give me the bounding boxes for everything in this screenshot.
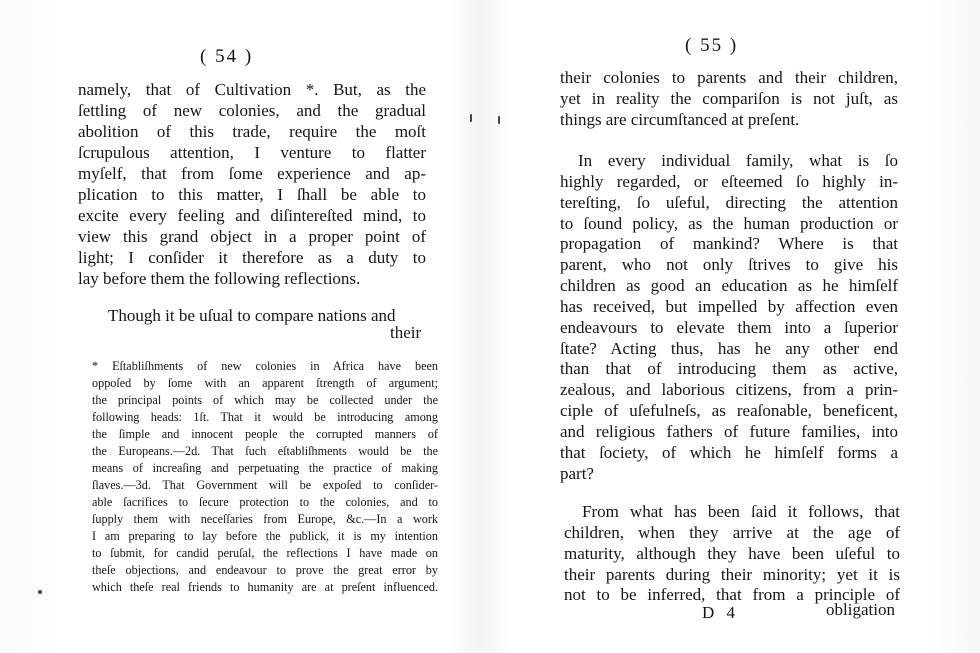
left-body-line: ſcrupulous attention, I venture to flatter	[78, 143, 426, 162]
right-body-line: parent, who not only ſtrives to give his	[560, 255, 898, 274]
signature-mark: D 4	[702, 603, 740, 622]
right-body-line: yet in reality the compariſon is not juſt, as	[560, 89, 898, 108]
right-body-line: maturity, although they have been uſeful to	[564, 544, 900, 563]
footnote-line: ſlaves.—3d. That Government will be expoſed to conſider-	[92, 478, 438, 492]
footnote-line: the Europeans.—2d. That ſuch eſtabliſhments would be the	[92, 444, 438, 458]
left-body-line: namely, that of Cultivation *. But, as the	[78, 80, 426, 99]
footnote-line: which theſe real friends to humanity are at preſent influenced.	[92, 580, 438, 594]
left-catchword: their	[390, 323, 422, 342]
left-body-line: view this grand object in a proper point of	[78, 227, 426, 246]
footnote-line: the principal points of which may be collected under the	[92, 393, 438, 407]
right-body-line: has received, but impelled by affection even	[560, 297, 898, 316]
footnote-line: following heads: 1ſt. That it would be introducing among	[92, 410, 438, 424]
footnote-line: ſupply them with neceſſaries from Europe, &c.—In a work	[92, 512, 438, 526]
ink-speck	[498, 116, 500, 124]
left-page-number: ( 54 )	[200, 46, 254, 67]
footnote-line: * Eſtabliſhments of new colonies in Africa have been	[92, 359, 438, 373]
footnote-line: the ſimple and innocent people the corrupted manners of	[92, 427, 438, 441]
footnote-line: I am preparing to lay before the publick, it is my intention	[92, 529, 438, 543]
right-body-line: ſtate? Acting thus, has he any other end	[560, 339, 898, 358]
right-body-line: than that of introducing them as active,	[560, 359, 898, 378]
ink-speck	[470, 114, 472, 122]
left-body-line: ſettling of new colonies, and the gradual	[78, 101, 426, 120]
right-body-line: children as good an education as he himſelf	[560, 276, 898, 295]
right-body-line: their parents during their minority; yet it is	[564, 565, 900, 584]
right-body-line: not to be inferred, that from a principle of	[564, 585, 900, 604]
footnote-line: to ſubmit, for candid peruſal, the reflections I have made on	[92, 546, 438, 560]
right-body-line: their colonies to parents and their children,	[560, 68, 898, 87]
right-body-line: From what has been ſaid it follows, that	[582, 502, 900, 521]
footnote-line: able ſacrifices to ſecure protection to the colonies, and to	[92, 495, 438, 509]
right-page-number: ( 55 )	[685, 35, 739, 56]
right-body-line: and religious fathers of future families, into	[560, 422, 898, 441]
left-body-line: myſelf, that from ſome experience and ap-	[78, 164, 426, 183]
footnote-line: oppoſed by ſome with an apparent ſtrength of argument;	[92, 376, 438, 390]
left-body-line: plication to this matter, I ſhall be able to	[78, 185, 426, 204]
right-body-line: highly regarded, or eſteemed ſo highly in-	[560, 172, 898, 191]
left-body-line: excite every feeling and diſintereſted mind, to	[78, 206, 426, 225]
right-body-line: part?	[560, 464, 594, 483]
right-body-line: zealous, and laborious citizens, from a prin-	[560, 380, 898, 399]
right-body-line: things are circumſtanced at preſent.	[560, 110, 800, 129]
left-body-line: light; I conſider it therefore as a duty to	[78, 248, 426, 267]
right-body-line: to ſound policy, as the human production or	[560, 214, 898, 233]
right-body-line: tereſting, ſo uſeful, directing the attention	[560, 193, 898, 212]
right-body-line: In every individual family, what is ſo	[578, 151, 898, 170]
ink-speck	[38, 590, 42, 594]
right-catchword: obligation	[826, 600, 895, 619]
footnote-line: means of increaſing and perpetuating the practice of making	[92, 461, 438, 475]
left-body-line: lay before them the following reflections.	[78, 269, 361, 288]
right-body-line: propagation of mankind? Where is that	[560, 234, 898, 253]
left-paragraph-2-line: Though it be uſual to compare nations and	[108, 306, 396, 325]
right-body-line: children, when they arrive at the age of	[564, 523, 900, 542]
right-body-line: ciple of uſefulneſs, as reaſonable, beneficent,	[560, 401, 898, 420]
right-page	[490, 0, 980, 653]
left-body-line: abolition of this trade, require the moſt	[78, 122, 426, 141]
right-body-line: that ſociety, of which he himſelf forms a	[560, 443, 898, 462]
right-body-line: endeavours to elevate them into a ſuperior	[560, 318, 898, 337]
footnote-line: theſe objections, and endeavour to prove the great error by	[92, 563, 438, 577]
